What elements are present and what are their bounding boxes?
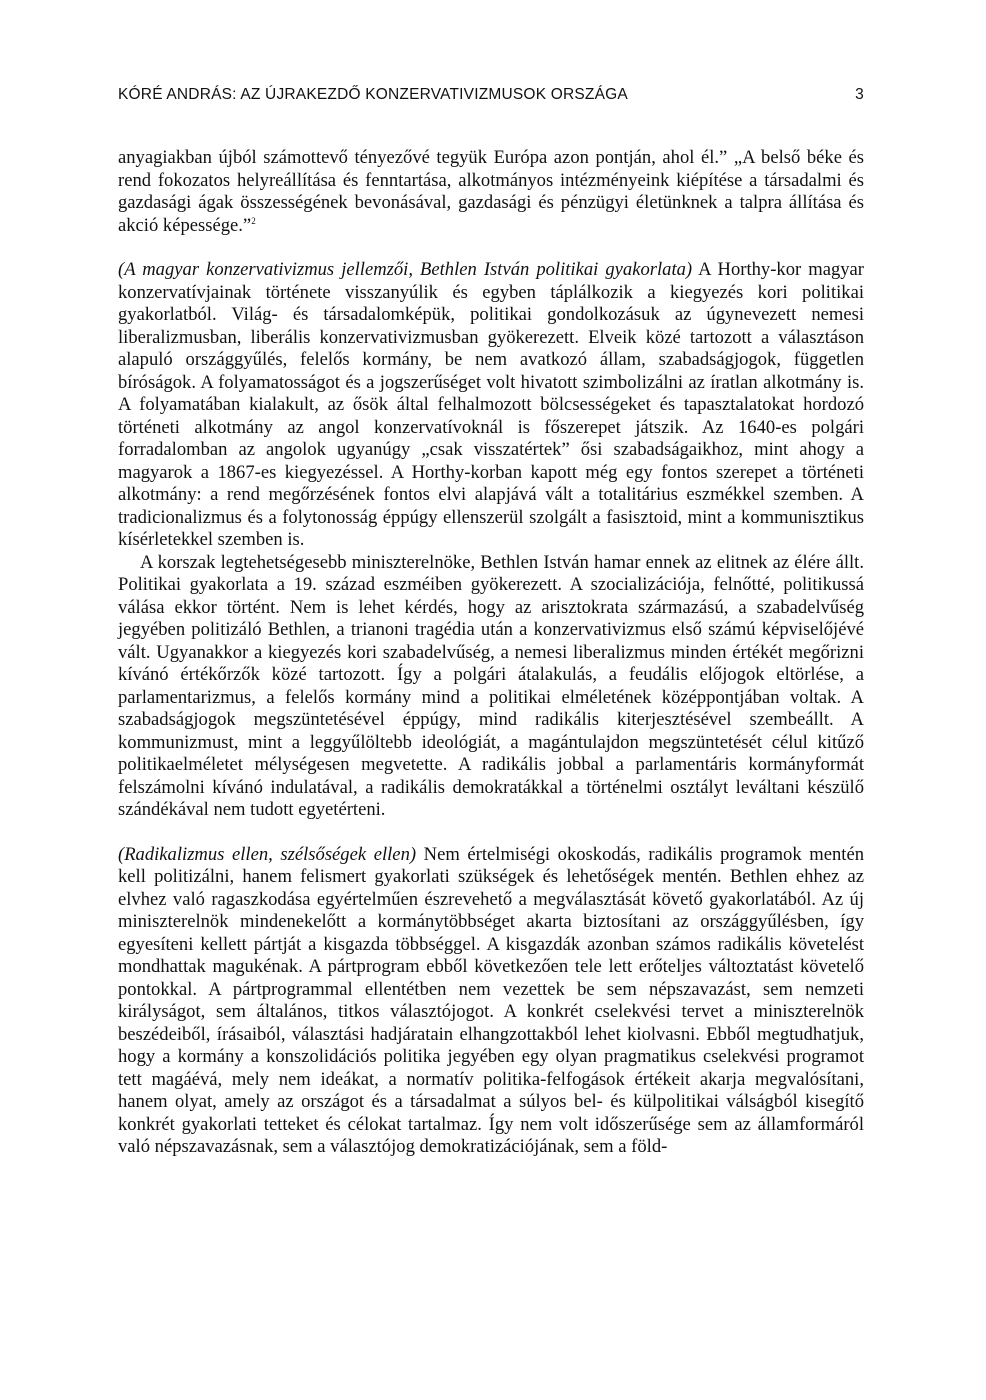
paragraph-2-text: A Horthy-kor magyar konzervatívjainak története visszanyúlik és egyben táplálkozik a kiegyezés kori politikai gyakorlatból. Világ- és társadalomképük, politikai gondolkozásuk az úgynevezett nemesi liberalizmusban, liberális konzervativizmusban gyökerezett. Elveik közé tartozott a választáson alapuló országgyűlés, felelős kormány, be nem avatkozó állam, szabadságjogok, független bíróságok. A folyamatosságot és a jogszerűséget volt hivatott szimbolizálni az íratlan alkotmány is. A folyamatában kialakult, az ősök által felhalmozott bölcsességeket és tapasztalatokat hordozó történeti alkotmány az angol konzervatívoknál is főszerepet játszik. Az 1640-es polgári forradalomban az angolok ugyanúgy „csak visszatértek” ősi szabadságaikhoz, mint ahogy a magyarok a 1867-es kiegyezéssel. A Horthy-korban kapott még egy fontos szerepet a történeti alkotmány: a rend megőrzésének fontos elvi alapjává vált a totalitárius eszmékkel szemben. A tradicionalizmus és a folytonosság éppúgy ellenszerül szolgált a fasisztoid, mint a kommunisztikus kísérletekkel szemben is.: [118, 259, 864, 550]
running-title: KÓRÉ ANDRÁS: AZ ÚJRAKEZDŐ KONZERVATIVIZMUSOK ORSZÁGA: [118, 86, 628, 103]
paragraph-4: [118, 844, 864, 1159]
paragraph-1-text: anyagiakban újból számottevő tényezővé tegyük Európa azon pontján, ahol él.” „A belső béke és rend fokozatos helyreállítása és fenntartása, alkotmányos intézményeink kiépítése a társadalmi és gazdasági ágak összességének bevonásával, gazdasági és pénzügyi életünknek a talpra állítása és akció képessége.”: [118, 147, 864, 236]
footnote-reference: 2: [251, 215, 256, 226]
running-header: [118, 86, 864, 104]
paragraph-3-text: A korszak legtehetségesebb miniszterelnöke, Bethlen István hamar ennek az elitnek az élére állt. Politikai gyakorlata a 19. század eszméiben gyökerezett. A szocializációja, felnőtté, politikussá válása ekkor történt. Nem is lehet kérdés, hogy az arisztokrata származású, a szabadelvűség jegyében politizáló Bethlen, a trianoni tragédia után a konzervativizmus első számú képviselőjévé vált. Ugyanakkor a kiegyezés kori szabadelvűség, a nemesi liberalizmus minden értékét megőrizni kívánó értékőrzők közé tartozott. Így a polgári átalakulás, a feudális előjogok eltörlése, a parlamentarizmus, a felelős kormány mind a politikai elméletének középpontjában voltak. A szabadságjogok megszüntetésével éppúgy, mind radikális kiterjesztésével szembeállt. A kommunizmust, mint a leggyűlöltebb ideológiát, a magántulajdon megszüntetését célul kitűző politikaelméletet mélységesen megvetette. A radikális jobbal a parlamentáris kormányformát felszámolni kívánó indulatával, a radikális demokratákkal a történelmi osztályt leváltani készülő szándékával nem tudott egyetérteni.: [118, 551, 864, 820]
paragraph-4-text: Nem értelmiségi okoskodás, radikális programok mentén kell politizálni, hanem felismert gyakorlati szükségek és lehetőségek mentén. Bethlen ehhez az elvhez való ragaszkodása egyértelműen észrevehető a megválasztását követő gyakorlatából. Az új miniszterelnök mindenekelőtt a kormánytöbbséget akarta biztosítani az országgyűlésben, így egyesíteni kellett pártját a kisgazda többséggel. A kisgazdák azonban számos radikális követelést mondhattak magukénak. A pártprogram ebből következően tele lett erőteljes változtatást követelő pontokkal. A pártprogrammal ellentétben nem vezettek be sem népszavazást, sem nemzeti királyságot, sem általános, titkos választójogot. A konkrét cselekvési tervet a miniszterelnök beszédeiből, írásaiból, választási hadjáratain elhangzottakból lehet kiolvasni. Ebből megtudhatjuk, hogy a kormány a konszolidációs politika jegyében egy olyan pragmatikus cselekvési programot tett magáévá, mely nem ideákat, a normatív politika-felfogások értékeit akarja megvalósítani, hanem olyat, amely az országot és a társadalmat a súlyos bel- és külpolitikai válságból kisegítő konkrét gyakorlati tetteket és célokat tartalmaz. Így nem volt időszerűsége sem az államformáról való népszavazásnak, sem a választójog demokratizációjának, sem a föld-: [118, 843, 864, 1157]
section-lead-conservatism: (A magyar konzervativizmus jellemzői, Bethlen István politikai gyakorlata): [118, 259, 693, 280]
paragraph-3: [118, 552, 864, 822]
section-lead-radicalism: (Radikalizmus ellen, szélsőségek ellen): [118, 843, 417, 865]
body-text: [118, 147, 864, 1159]
paragraph-1: [118, 147, 864, 237]
page-number: 3: [855, 86, 864, 103]
paragraph-2: [118, 259, 864, 552]
